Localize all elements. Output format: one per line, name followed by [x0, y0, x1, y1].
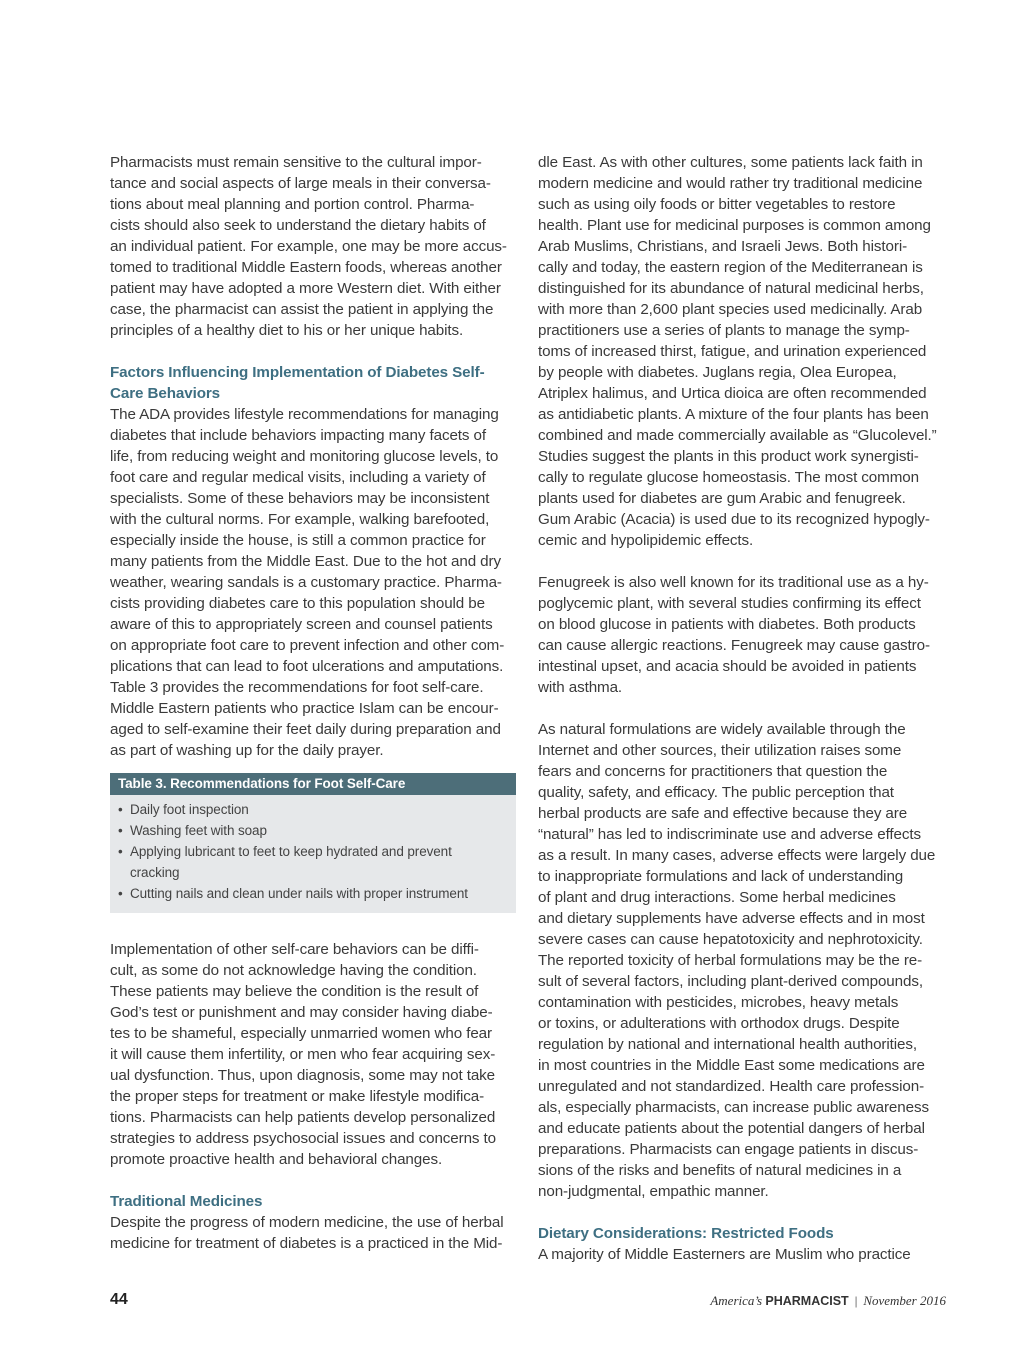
text-line: specialists. Some of these behaviors may be inconsistent: [110, 490, 490, 507]
text-line: Internet and other sources, their utilization raises some: [538, 742, 902, 759]
text-line: poglycemic plant, with several studies confirming its effect: [538, 595, 921, 612]
text-line: contamination with pesticides, microbes, heavy metals: [538, 994, 899, 1011]
text-line: Implementation of other self-care behaviors can be diffi-: [110, 941, 479, 958]
text-line: with more than 2,600 plant species used medicinally. Arab: [538, 301, 923, 318]
table-item-text: Washing feet with soap: [130, 823, 267, 838]
text-line: als, especially pharmacists, can increase public awareness: [538, 1099, 929, 1116]
page-footer: [110, 1291, 946, 1315]
bullet-icon: •: [118, 886, 123, 901]
text-line: cally and today, the eastern region of the Mediterranean is: [538, 259, 923, 276]
text-line: to inappropriate formulations and lack of understanding: [538, 868, 904, 885]
paragraph-natural-formulations: [538, 719, 946, 1202]
table-foot-self-care: [110, 772, 516, 913]
table-item-text: Applying lubricant to feet to keep hydrated and prevent: [130, 844, 452, 859]
text-line: medicine for treatment of diabetes is a practiced in the Mid-: [110, 1235, 503, 1252]
text-line: by people with diabetes. Juglans regia, Olea Europea,: [538, 364, 897, 381]
text-line: as antidiabetic plants. A mixture of the four plants has been: [538, 406, 929, 423]
text-line: foot care and regular medical visits, including a variety of: [110, 469, 486, 486]
text-line: and dietary supplements have adverse effects and in most: [538, 910, 925, 927]
text-line: or toxins, or adulterations with orthodox drugs. Despite: [538, 1015, 900, 1032]
table-list-item: [110, 883, 516, 904]
text-line: promote proactive health and behavioral changes.: [110, 1151, 443, 1168]
table-item-text: Cutting nails and clean under nails with proper instrument: [130, 886, 468, 901]
text-line: severe cases can cause hepatotoxicity and nephrotoxicity.: [538, 931, 923, 948]
text-line: cally to regulate glucose homeostasis. The most common: [538, 469, 919, 486]
text-line: with the cultural norms. For example, walking barefooted,: [110, 511, 490, 528]
text-line: cemic and hypolipidemic effects.: [538, 532, 754, 549]
table-list: [110, 795, 516, 904]
section-heading-traditional-medicines: Traditional Medicines: [110, 1193, 263, 1210]
text-line: principles of a healthy diet to his or her unique habits.: [110, 322, 464, 339]
text-line: herbal products are safe and effective because they are: [538, 805, 908, 822]
text-line: modern medicine and would rather try traditional medicine: [538, 175, 923, 192]
publication-prefix: America’s: [710, 1293, 763, 1308]
text-line: toms of increased thirst, fatigue, and urination experienced: [538, 343, 927, 360]
text-line: The reported toxicity of herbal formulations may be the re-: [538, 952, 923, 969]
text-line: cists providing diabetes care to this population should be: [110, 595, 485, 612]
text-line: “natural” has led to indiscriminate use and adverse effects: [538, 826, 921, 843]
text-line: it will cause them infertility, or men who fear acquiring sex-: [110, 1046, 496, 1063]
text-line: distinguished for its abundance of natural medicinal herbs,: [538, 280, 924, 297]
publication-brand: PHARMACIST: [765, 1294, 849, 1308]
footer-separator: |: [854, 1293, 858, 1308]
text-line: tions. Pharmacists can help patients develop personalized: [110, 1109, 496, 1126]
text-line: non-judgmental, empathic manner.: [538, 1183, 769, 1200]
text-line: aged to self-examine their feet daily during preparation and: [110, 721, 501, 738]
bullet-icon: •: [118, 802, 123, 817]
text-line: such as using oily foods or bitter vegetables to restore: [538, 196, 896, 213]
table-list-item: [110, 799, 516, 820]
paragraph-fenugreek: [538, 572, 946, 698]
text-line: Gum Arabic (Acacia) is used due to its recognized hypogly-: [538, 511, 930, 528]
text-line: sions of the risks and benefits of natural medicines in a: [538, 1162, 902, 1179]
text-line: Atriplex halimus, and Urtica dioica are often recommended: [538, 385, 927, 402]
text-line: Factors Influencing Implementation of Diabetes Self-: [110, 364, 485, 381]
table-item-text: Daily foot inspection: [130, 802, 249, 817]
text-line: cult, as some do not acknowledge having the condition.: [110, 962, 477, 979]
text-line: aware of this to appropriately screen and counsel patients: [110, 616, 493, 633]
text-line: practitioners use a series of plants to manage the symp-: [538, 322, 910, 339]
text-line: tance and social aspects of large meals in their conversa-: [110, 175, 491, 192]
text-line: tions about meal planning and portion control. Pharma-: [110, 196, 475, 213]
text-line: As natural formulations are widely available through the: [538, 721, 906, 738]
text-line: A majority of Middle Easterners are Muslim who practice: [538, 1246, 911, 1263]
table-list-item: [110, 820, 516, 841]
text-line: Middle Eastern patients who practice Islam can be encour-: [110, 700, 499, 717]
text-line: the proper steps for treatment or make lifestyle modifica-: [110, 1088, 485, 1105]
paragraph-ada-recommendations: [110, 404, 518, 761]
text-line: weather, wearing sandals is a customary practice. Pharma-: [110, 574, 502, 591]
text-line: Despite the progress of modern medicine, the use of herbal: [110, 1214, 504, 1231]
text-line: and educate patients about the potential dangers of herbal: [538, 1120, 925, 1137]
text-line: case, the pharmacist can assist the patient in applying the: [110, 301, 494, 318]
text-line: on appropriate foot care to prevent infection and other com-: [110, 637, 505, 654]
text-line: God’s test or punishment and may consider having diabe-: [110, 1004, 493, 1021]
table-item-text: cracking: [130, 865, 180, 880]
publication-masthead: [710, 1293, 946, 1309]
text-line: Pharmacists must remain sensitive to the cultural impor-: [110, 154, 482, 171]
paragraph-self-care-behaviors: [110, 939, 518, 1170]
text-line: quality, safety, and efficacy. The public perception that: [538, 784, 894, 801]
text-line: dle East. As with other cultures, some patients lack faith in: [538, 154, 923, 171]
text-line: Care Behaviors: [110, 385, 221, 402]
bullet-icon: •: [118, 823, 123, 838]
text-line: health. Plant use for medicinal purposes is common among: [538, 217, 931, 234]
paragraph-restricted-foods: [538, 1244, 946, 1265]
text-line: ual dysfunction. Thus, upon diagnosis, some may not take: [110, 1067, 496, 1084]
section-heading-dietary-considerations: Dietary Considerations: Restricted Foods: [538, 1225, 834, 1242]
text-line: The ADA provides lifestyle recommendations for managing: [110, 406, 499, 423]
text-line: regulation by national and international health authorities,: [538, 1036, 918, 1053]
paragraph-herbal-medicine: [538, 152, 946, 551]
text-line: tomed to traditional Middle Eastern foods, whereas another: [110, 259, 502, 276]
text-line: plications that can lead to foot ulcerations and amputations.: [110, 658, 504, 675]
text-line: can cause allergic reactions. Fenugreek may cause gastro-: [538, 637, 930, 654]
text-line: plants used for diabetes are gum Arabic and fenugreek.: [538, 490, 906, 507]
text-line: especially inside the house, is still a common practice for: [110, 532, 486, 549]
table-list-item: [110, 841, 516, 883]
text-line: as part of washing up for the daily prayer.: [110, 742, 384, 759]
text-line: Table 3 provides the recommendations for foot self-care.: [110, 679, 484, 696]
text-line: patient may have adopted a more Western diet. With either: [110, 280, 501, 297]
paragraph-herbal-medicine-intro: [110, 1212, 518, 1254]
text-line: tes to be shameful, especially unmarried women who fear: [110, 1025, 492, 1042]
text-line: with asthma.: [538, 679, 623, 696]
text-line: Studies suggest the plants in this product work synergisti-: [538, 448, 919, 465]
text-line: sult of several factors, including plant-derived compounds,: [538, 973, 923, 990]
text-line: life, from reducing weight and monitoring glucose levels, to: [110, 448, 499, 465]
issue-date: November 2016: [863, 1293, 946, 1308]
text-line: Fenugreek is also well known for its traditional use as a hy-: [538, 574, 929, 591]
section-heading-self-care-factors: [110, 362, 518, 404]
text-line: strategies to address psychosocial issues and concerns to: [110, 1130, 497, 1147]
text-line: intestinal upset, and acacia should be avoided in patients: [538, 658, 917, 675]
text-line: as a result. In many cases, adverse effects were largely due: [538, 847, 936, 864]
text-line: of plant and drug interactions. Some herbal medicines: [538, 889, 896, 906]
text-line: combined and made commercially available as “Glucolevel.”: [538, 427, 937, 444]
page-number: 44: [110, 1291, 128, 1308]
text-line: an individual patient. For example, one may be more accus-: [110, 238, 507, 255]
paragraph-meal-planning: [110, 152, 518, 341]
text-line: many patients from the Middle East. Due to the hot and dry: [110, 553, 501, 570]
text-line: in most countries in the Middle East some medications are: [538, 1057, 925, 1074]
text-line: preparations. Pharmacists can engage patients in discus-: [538, 1141, 919, 1158]
text-line: on blood glucose in patients with diabetes. Both products: [538, 616, 916, 633]
text-line: Arab Muslims, Christians, and Israeli Jews. Both histori-: [538, 238, 908, 255]
text-line: These patients may believe the condition is the result of: [110, 983, 479, 1000]
text-line: unregulated and not standardized. Health care profession-: [538, 1078, 925, 1095]
text-line: fears and concerns for practitioners that question the: [538, 763, 888, 780]
bullet-icon: •: [118, 844, 123, 859]
left-column: [110, 152, 518, 1254]
text-line: diabetes that include behaviors impacting many facets of: [110, 427, 486, 444]
right-column: [538, 152, 946, 1265]
text-line: cists should also seek to understand the dietary habits of: [110, 217, 486, 234]
table-title: Table 3. Recommendations for Foot Self-Care: [110, 772, 516, 795]
